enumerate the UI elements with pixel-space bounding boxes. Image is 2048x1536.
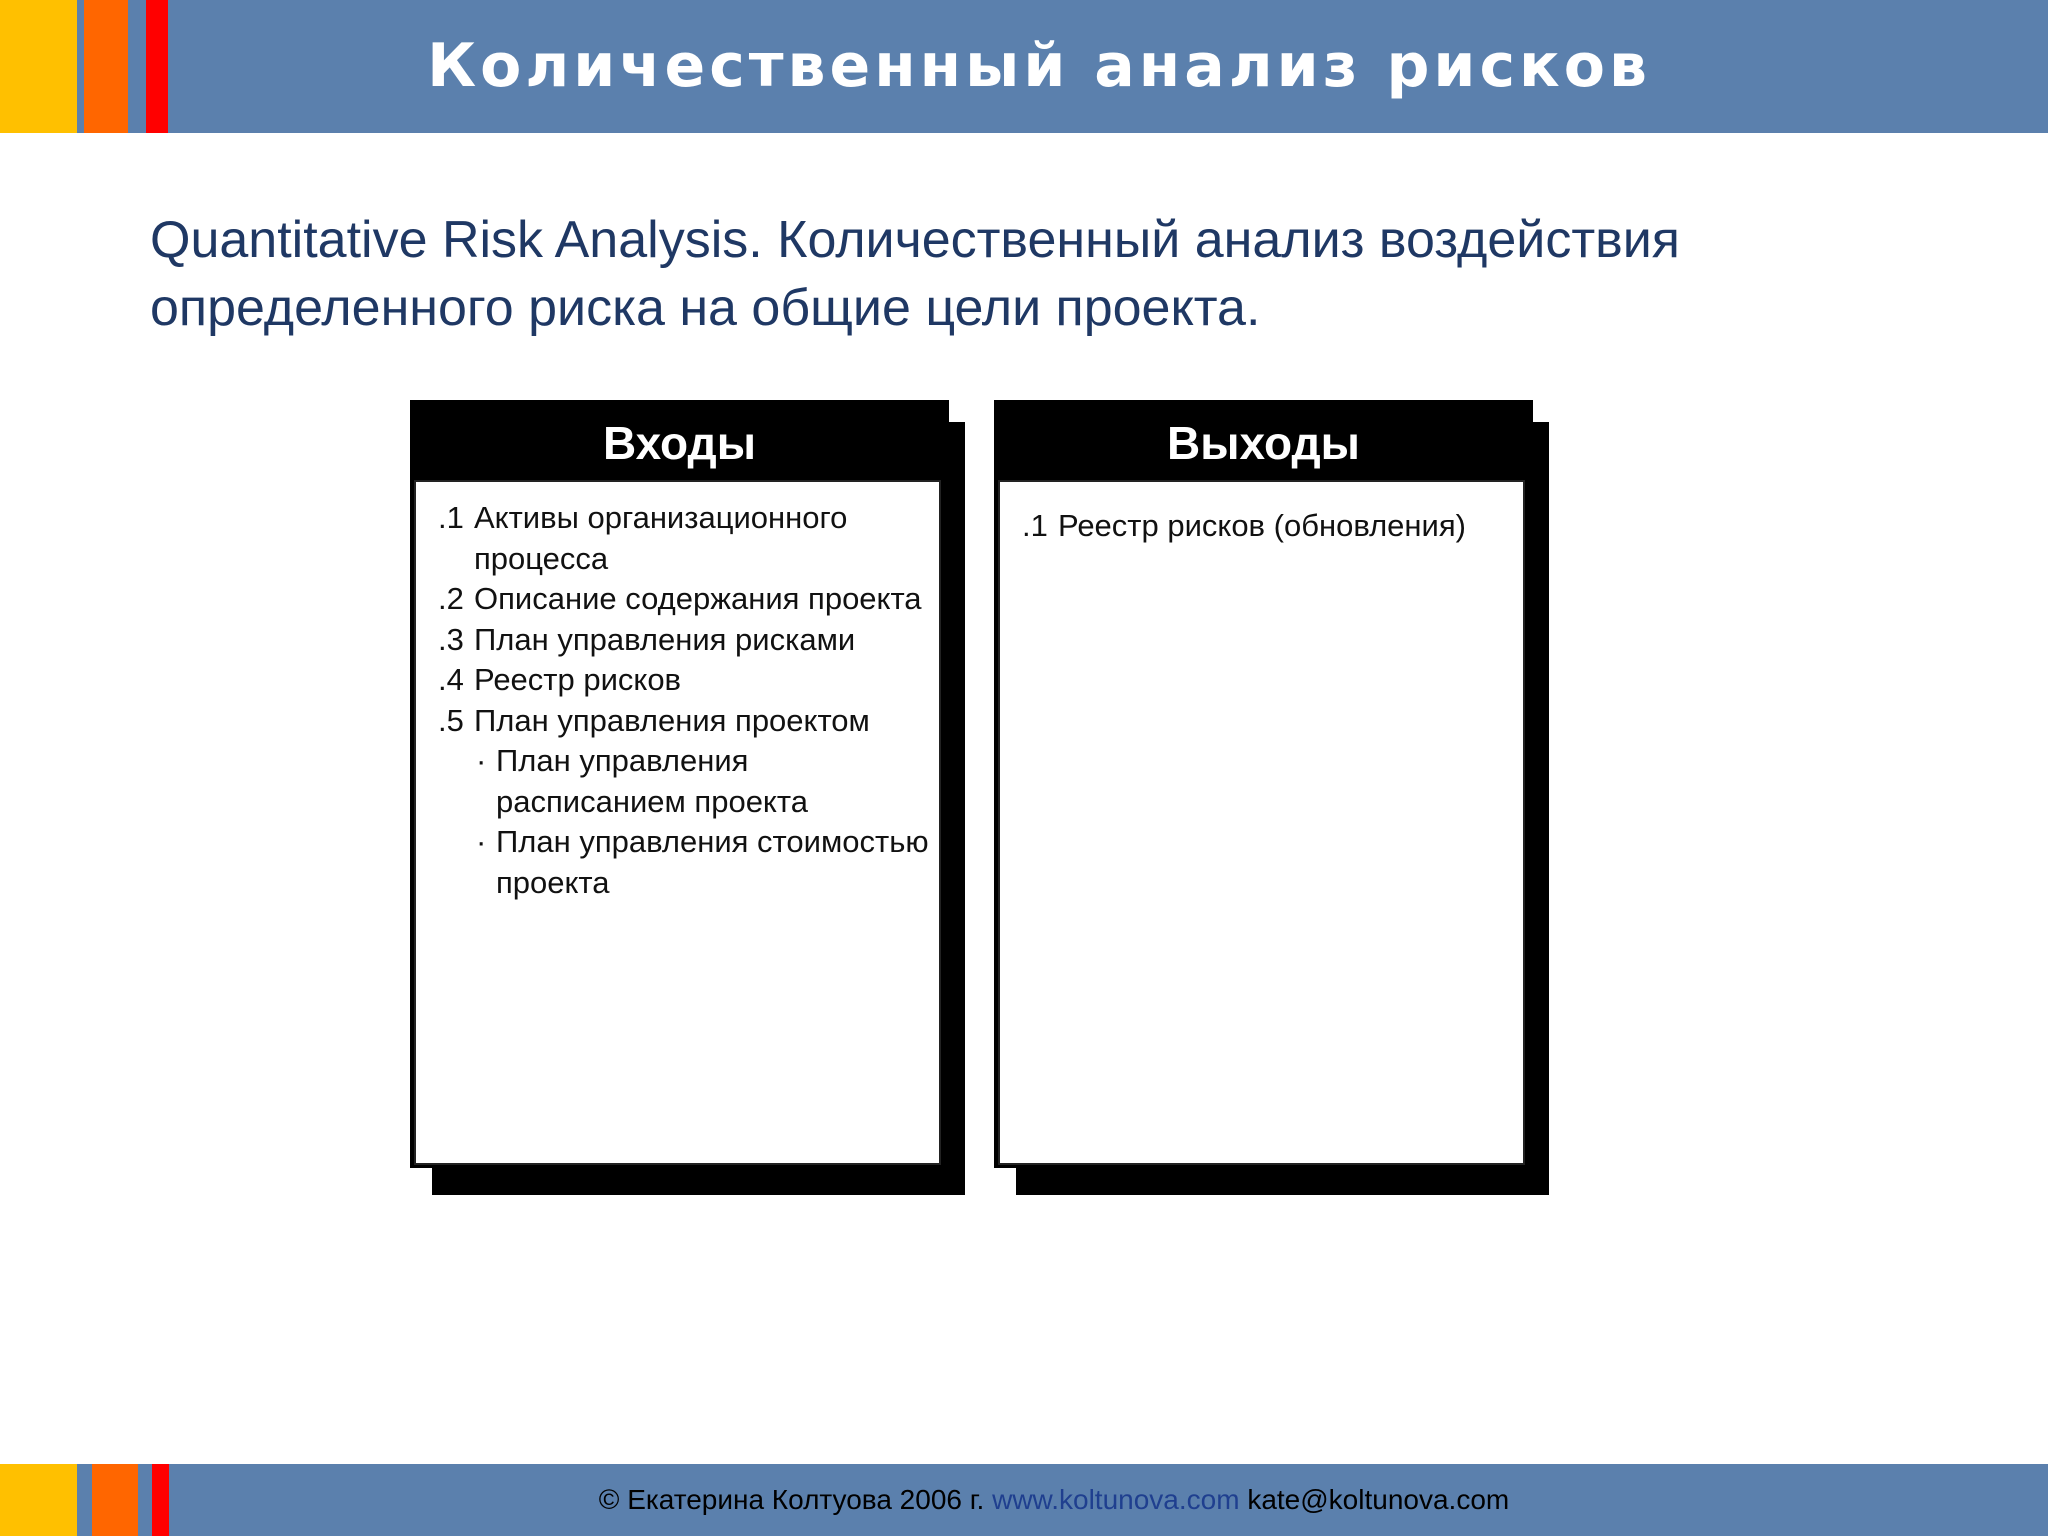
item-text: План управления проектом (474, 702, 870, 738)
subtitle-line-1: Quantitative Risk Analysis. Количественный анализ воздействия (150, 211, 1680, 269)
slide-title: Количественный анализ рисков (427, 31, 1651, 101)
outputs-list (1000, 482, 1523, 547)
item-number: .3 (438, 621, 464, 657)
item-text: Описание содержания проекта (474, 581, 922, 616)
list-item (438, 579, 939, 620)
item-text: Реестр рисков (474, 662, 682, 697)
sub-item-text: План управления стоимостью проекта (496, 824, 929, 900)
list-item (438, 660, 939, 701)
sub-list-item (476, 822, 939, 903)
item-text: Активы организационного процесса (474, 500, 848, 576)
website-link[interactable]: www.koltunova.com (992, 1484, 1240, 1515)
sub-list (474, 741, 939, 903)
item-number: .2 (438, 581, 464, 616)
header-bar (0, 0, 2048, 133)
copyright: © Екатерина Колтуова 2006 г. (598, 1484, 985, 1515)
slide-subtitle (150, 206, 1970, 342)
panel-frame (410, 400, 949, 1168)
item-number: .4 (438, 662, 464, 697)
list-item (438, 701, 939, 904)
footer-bar (0, 1464, 2048, 1536)
outputs-panel (994, 400, 1549, 1195)
email-link[interactable]: kate@koltunova.com (1247, 1484, 1510, 1515)
item-number: .5 (438, 702, 464, 738)
panel-frame (994, 400, 1533, 1168)
footer-text (0, 1482, 2048, 1518)
item-text: Реестр рисков (обновления) (1058, 508, 1466, 543)
sub-item-text: План управления расписанием проекта (496, 743, 808, 819)
inputs-list (416, 482, 939, 903)
outputs-body (998, 480, 1525, 1165)
list-item (1022, 506, 1523, 547)
inputs-panel (410, 400, 965, 1195)
item-number: .1 (1022, 508, 1048, 543)
subtitle-line-2: определенного риска на общие цели проекта. (150, 279, 1261, 337)
sub-list-item (476, 741, 939, 822)
inputs-title: Входы (602, 417, 757, 469)
bullet-icon: · (476, 824, 487, 859)
inputs-body (414, 480, 941, 1165)
item-number: .1 (438, 500, 464, 535)
bullet-icon: · (476, 743, 487, 778)
list-item (438, 620, 939, 661)
item-text: План управления рисками (474, 621, 856, 657)
list-item (438, 498, 939, 579)
outputs-title: Выходы (1167, 417, 1360, 469)
